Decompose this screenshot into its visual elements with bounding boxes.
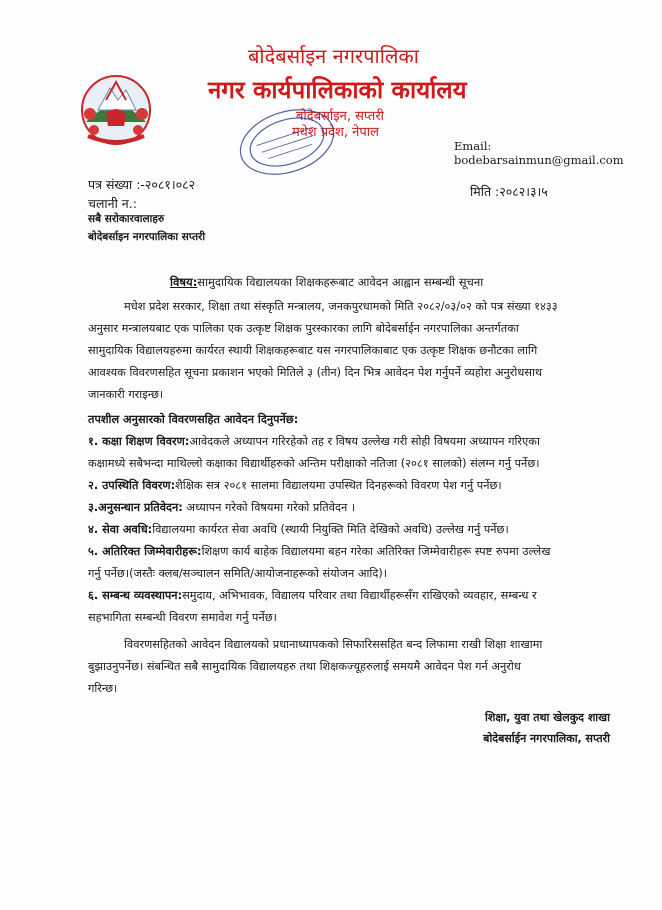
list-item <box>88 519 613 541</box>
list-item <box>88 541 613 585</box>
list-item <box>88 497 613 519</box>
intro-line: अनुसार मन्त्रालयबाट एक पालिका एक उत्कृष्ट शिक्षक पुरस्कारका लागि बोदेबर्साईन नगरपालिका अन्तर्गतका <box>88 322 519 335</box>
intro-line: सामुदायिक विद्यालयहरुमा कार्यरत स्थायी शिक्षकहरूबाट यस नगरपालिकाबाट एक उत्कृष्ट शिक्षक छनौटका लागि <box>88 344 538 357</box>
item-text: कक्षामध्ये सबैभन्दा माथिल्लो कक्षाका विद्यार्थीहरुको अन्तिम परीक्षाको नतिजा (२०८१ सालको) संलग्न गर्नु पर्नेछ। <box>88 457 540 470</box>
letter-number: पत्र संख्या :-२०८१।०८२ <box>88 177 196 192</box>
municipality-name: बोदेबर्साइन नगरपालिका <box>248 44 419 68</box>
item-text: समुदाय, अभिभावक, विद्यालय परिवार तथा विद्यार्थीहरूसँग राखिएको व्यवहार, सम्बन्ध र <box>182 589 537 602</box>
item-text: शैक्षिक सत्र २०८१ सालमा विद्यालयमा उपस्थित दिनहरूको विवरण पेश गर्नु पर्नेछ। <box>175 479 502 492</box>
closing-line: बुझाउनुपर्नेछ। संबन्धित सबै सामुदायिक विद्यालयहरु तथा शिक्षकज्यूहरुलाई समयमै आवेदन पेश गर्न अनुरोध <box>88 660 521 673</box>
subject-line <box>170 275 483 290</box>
item-label: १. कक्षा शिक्षण विवरण: <box>88 435 190 448</box>
list-item <box>88 431 613 475</box>
intro-paragraph <box>88 296 613 406</box>
intro-line: मधेश प्रदेश सरकार, शिक्षा तथा संस्कृति मन्त्रालय, जनकपुरधामको मिति २०८२/०३/०२ को पत्र संख्या १४३३ <box>124 300 558 313</box>
item-label: २. उपस्थिति विवरण: <box>88 479 176 492</box>
list-item <box>88 585 613 629</box>
subject-label: विषय: <box>170 275 198 289</box>
signature-section: शिक्षा, युवा तथा खेलकुद शाखा <box>485 711 610 724</box>
addressee-line-2: बोदेबर्साइन नगरपालिका सप्तरी <box>88 231 206 243</box>
list-item <box>88 475 613 497</box>
office-email: Email: bodebarsainmun@gmail.com <box>454 139 624 167</box>
letter-date: मिति :२०८२।३।५ <box>470 184 548 199</box>
item-label: ६. सम्बन्ध व्यवस्थापन: <box>88 589 183 602</box>
item-text: अध्यापन गरेको विषयमा गरेको प्रतिवेदन । <box>182 501 356 514</box>
list-heading: तपशील अनुसारको विवरणसहित आवेदन दिनुपर्नेछ: <box>88 413 299 426</box>
closing-line: विवरणसहितको आवेदन विद्यालयको प्रधानाध्यापकको सिफारिससहित बन्द लिफामा राखी शिक्षा शाखामा <box>124 638 543 651</box>
office-address: बोदेबर्साइन, सप्तरी <box>296 109 385 124</box>
item-text: शिक्षण कार्य बाहेक विद्यालयमा बहन गरेका अतिरिक्त जिम्मेवारीहरू स्पष्ट रुपमा उल्लेख <box>201 545 551 558</box>
office-stamp <box>232 102 342 182</box>
subject-text: सामुदायिक विद्यालयका शिक्षकहरूबाट आवेदन आह्वान सम्बन्धी सूचना <box>197 275 484 289</box>
item-label: ५. अतिरिक्त जिम्मेवारीहरू: <box>88 545 202 558</box>
intro-line: आवश्यक विवरणसहित सूचना प्रकाशन भएको मितिले ३ (तीन) दिन भित्र आवेदन पेश गर्नुपर्ने व्यहोरा अनुरोधसाथ <box>88 366 543 379</box>
closing-line: गरिन्छ। <box>88 682 118 695</box>
item-text: आवेदकले अध्यापन गरिरहेको तह र विषय उल्लेख गरी सोही विषयमा अध्यापन गरिएका <box>189 435 540 448</box>
intro-line: जानकारी गराइन्छ। <box>88 388 164 401</box>
item-label: ३.अनुसन्धान प्रतिवेदन: <box>88 501 183 514</box>
addressee-line-1: सबै सरोकारवालाहरु <box>88 213 165 225</box>
nepal-emblem-logo <box>76 70 156 148</box>
closing-paragraph <box>88 634 613 700</box>
office-province: मधेश प्रदेश, नेपाल <box>292 125 379 140</box>
office-name: नगर कार्यपालिकाको कार्यालय <box>208 76 467 104</box>
item-text: गर्नु पर्नेछ।(जस्तैः क्लब/सञ्चालन समिति/आयोजनाहरूको संयोजन आदि)। <box>88 567 388 580</box>
item-text: सहभागिता सम्बन्धी विवरण समावेश गर्नु पर्नेछ। <box>88 611 277 624</box>
signature-office: बोदेबर्साईन नगरपालिका, सप्तरी <box>483 732 610 745</box>
item-text: विद्यालयमा कार्यरत सेवा अवधि (स्थायी नियुक्ति मिति देखिको अवधि) उल्लेख गर्नु पर्नेछ। <box>152 523 509 536</box>
item-label: ४. सेवा अवधि: <box>88 523 153 536</box>
dispatch-number: चलानी न.: <box>88 196 137 211</box>
